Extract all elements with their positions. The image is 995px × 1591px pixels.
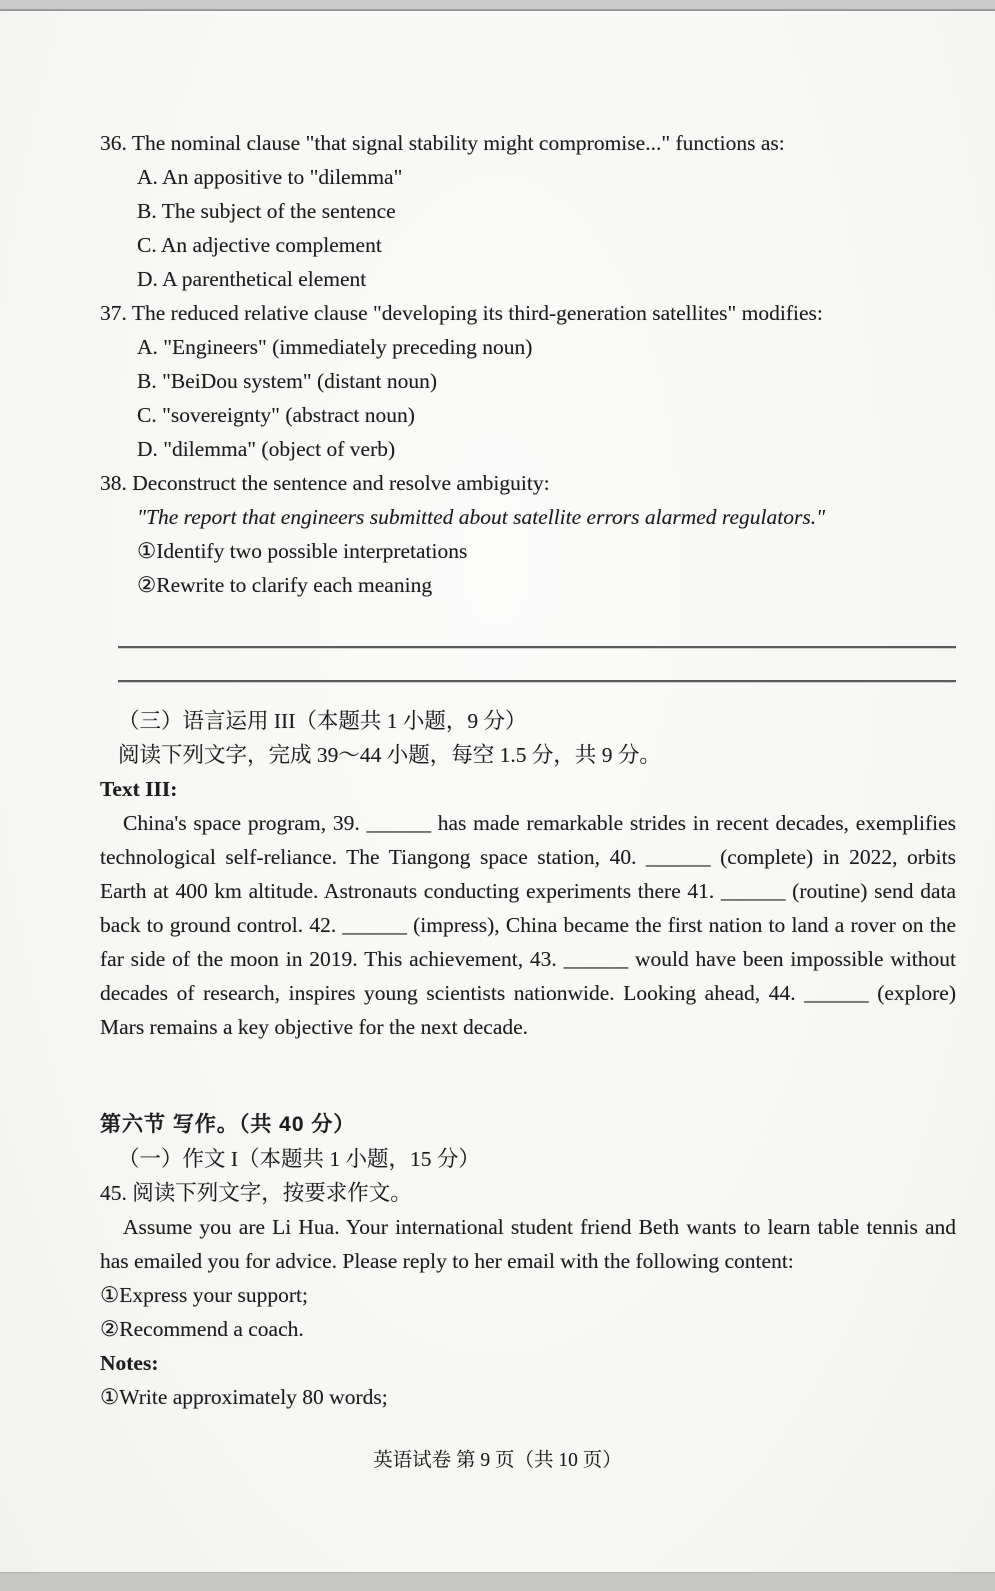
question-37-options: [100, 330, 956, 466]
question-37-option-b: B. "BeiDou system" (distant noun): [137, 369, 438, 393]
answer-line-1: [118, 646, 956, 648]
top-chrome-bar: [0, 0, 995, 11]
section-language-use-3: [100, 704, 956, 1044]
question-45-prompt: Assume you are Li Hua. Your international student friend Beth wants to learn table tennis and has emailed you for advice. Please reply to her email with the following content:: [100, 1215, 956, 1273]
question-38-quote: "The report that engineers submitted about satellite errors alarmed regulators.": [137, 505, 826, 529]
section-3-heading: （三）语言运用 III（本题共 1 小题，9 分）: [118, 709, 527, 733]
question-36: [100, 126, 956, 296]
page-footer: 英语试卷 第 9 页（共 10 页）: [373, 1450, 622, 1471]
question-37-option-a: A. "Engineers" (immediately preceding noun): [137, 335, 533, 359]
page-content: [100, 126, 956, 1414]
question-36-options: [100, 160, 956, 296]
section-writing: [100, 1108, 956, 1414]
question-38-stem: 38. Deconstruct the sentence and resolve ambiguity:: [100, 471, 550, 495]
section-3-instruction: 阅读下列文字，完成 39～44 小题，每空 1.5 分，共 9 分。: [118, 743, 661, 767]
text-3-label: Text III:: [100, 777, 178, 801]
question-36-option-a: A. An appositive to "dilemma": [137, 165, 403, 189]
bottom-chrome-bar: [0, 1572, 995, 1591]
question-45-point-1: ①Express your support;: [100, 1283, 308, 1307]
answer-lines: [100, 646, 956, 682]
cloze-passage: China's space program, 39. ______ has made remarkable strides in recent decades, exemplifies technological self-reliance. The Tiangong space station, 40. ______ (complete) in 2022, orbits Earth at 400 km altitude. Astronauts conducting experiments there 41. ______ (routine) send data back to ground control. 42. ______ (impress), China became the first nation to land a rover on the far side of the moon in 2019. This achievement, 43. ______ would have been impossible without decades of research, inspires young scientists nationwide. Looking ahead, 44. ______ (explore) Mars remains a key objective for the next decade.: [100, 811, 956, 1039]
answer-line-2: [118, 680, 956, 682]
question-37-option-d: D. "dilemma" (object of verb): [137, 437, 396, 461]
question-36-stem: 36. The nominal clause "that signal stability might compromise..." functions as:: [100, 131, 785, 155]
notes-label: Notes:: [100, 1351, 159, 1375]
question-38: [100, 466, 956, 602]
question-36-option-d: D. A parenthetical element: [137, 267, 367, 291]
question-36-option-b: B. The subject of the sentence: [137, 199, 396, 223]
section-6-heading: 第六节 写作。（共 40 分）: [100, 1113, 356, 1136]
question-45-point-2: ②Recommend a coach.: [100, 1317, 304, 1341]
question-45-label: 45. 阅读下列文字，按要求作文。: [100, 1181, 412, 1205]
note-1: ①Write approximately 80 words;: [100, 1385, 388, 1409]
question-37-option-c: C. "sovereignty" (abstract noun): [137, 403, 415, 427]
question-37-stem: 37. The reduced relative clause "developing its third-generation satellites" modifies:: [100, 301, 823, 325]
question-36-option-c: C. An adjective complement: [137, 233, 382, 257]
question-38-subtask-2: ②Rewrite to clarify each meaning: [137, 573, 433, 597]
question-37: [100, 296, 956, 466]
section-6-sub-heading: （一）作文 I（本题共 1 小题，15 分）: [118, 1147, 480, 1171]
question-38-subtask-1: ①Identify two possible interpretations: [137, 539, 468, 563]
